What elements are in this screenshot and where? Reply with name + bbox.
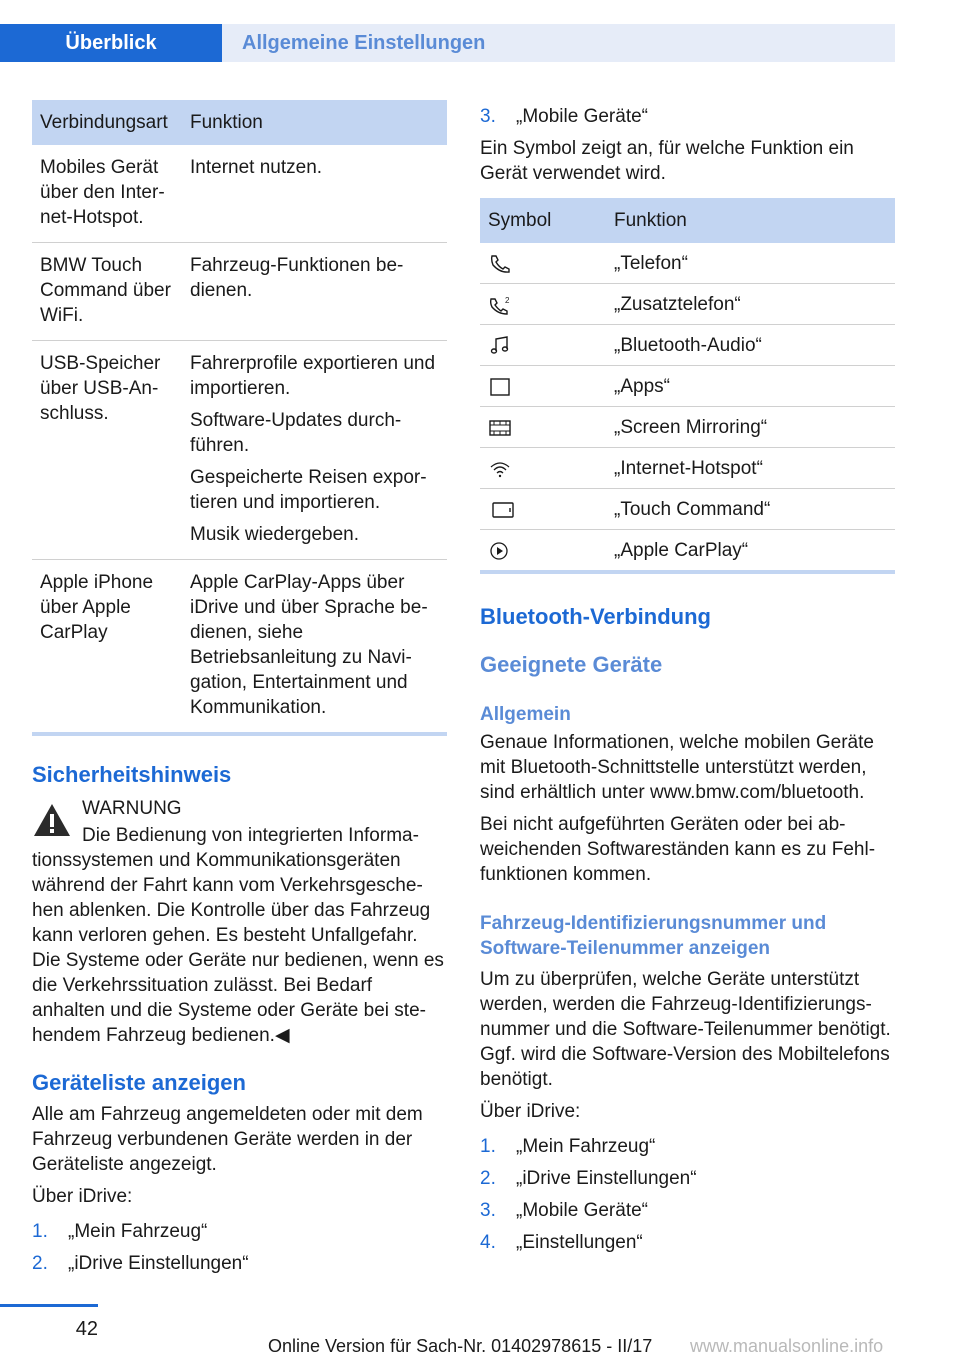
table-row: „Apple CarPlay“ [480,530,895,573]
device-list-heading: Geräteliste anzeigen [32,1070,246,1095]
list-item: 1. „Mein Fahrzeug“ [480,1136,656,1157]
table-row [32,145,447,243]
apps-icon [488,376,512,398]
general-heading: Allgemein [480,704,571,725]
general-text: Genaue Informationen, welche mobilen Geräte mit Bluetooth-Schnittstelle unterstützt werden, sind erhältlich unter www.bmw.com/bluetooth. [480,732,874,803]
tab-overview[interactable]: Überblick [0,24,222,62]
table-row: „Internet-Hotspot“ [480,448,895,489]
list-item: 2. „iDrive Einstellungen“ [480,1168,697,1189]
left-column [32,100,447,1283]
bluetooth-steps [480,1134,895,1255]
online-version-text: Online Version für Sach-Nr. 01402978615 - II/17 [268,1336,653,1356]
table-row: 2 „Zusatztelefon“ [480,284,895,325]
warning-block [32,796,447,1048]
connection-type: Apple iPhone über Apple CarPlay [32,560,182,735]
connection-type: USB-Speicher über USB-Anschluss. [32,341,182,560]
tab-general-settings[interactable]: Allgemeine Einstellungen [222,24,895,62]
connection-function: Fahrerprofile exportieren und importieren. Software-Updates durchführen. Gespeicherte Reisen exportieren und importieren. Musik wiedergeben. [182,341,447,560]
bluetooth-heading: Bluetooth-Verbindung [480,604,711,629]
mobile-devices-step [480,104,895,129]
table-header: Funktion [182,100,447,145]
watermark: www.manualsonline.info [690,1336,884,1356]
secondary-phone-icon [488,294,512,316]
symbol-intro-text: Ein Symbol zeigt an, für welche Funktion ein Gerät verwendet wird. [480,138,854,184]
table-row: „Apps“ [480,366,895,407]
warning-label: WARNUNG [82,798,182,819]
device-list-steps [32,1219,447,1276]
suitable-devices-heading: Geeignete Geräte [480,652,663,677]
svg-text:2: 2 [505,295,510,305]
table-row: „Bluetooth-Audio“ [480,325,895,366]
safety-heading: Sicherheitshinweis [32,762,232,787]
header-tabs [0,24,895,62]
phone-icon [488,253,512,275]
screen-mirroring-icon [488,417,512,439]
table-row [32,243,447,341]
table-row [32,341,447,560]
page-number: 42 [75,1318,98,1340]
vin-text: Um zu überprüfen, welche Geräte unterstützt werden, werden die Fahrzeug-Identifizierungsnummer und die Software-Teilenummer benötigt. Ggf. wird die Software-Version des Mobiltelefons benötigt. [480,969,891,1090]
right-column [480,104,895,1262]
table-row: „Screen Mirroring“ [480,407,895,448]
connection-function: Apple CarPlay-Apps über iDrive und über Sprache bedienen, siehe Betriebsanleitung zu Navigation, Entertainment und Kommunikation. [182,560,447,735]
connection-function: Internet nutzen. [182,145,447,243]
touch-command-icon [488,499,518,521]
bluetooth-via: Über iDrive: [480,1101,581,1122]
connection-function: Fahrzeug-Funktionen bedienen. [182,243,447,341]
list-item: 3. „Mobile Geräte“ [480,106,648,127]
carplay-icon [488,540,512,562]
warning-triangle-icon [32,802,72,838]
footer-accent-line [0,1304,98,1307]
symbol-table [480,198,895,574]
list-item: 4. „Einstellungen“ [480,1232,643,1253]
music-note-icon [488,335,512,357]
table-header: Symbol [480,198,606,243]
list-item: 2. „iDrive Einstellungen“ [32,1253,249,1274]
table-row: „Telefon“ [480,243,895,284]
general-text-2: Bei nicht aufgeführten Geräten oder bei abweichenden Softwareständen kann es zu Fehlfunktionen kommen. [480,814,876,885]
connection-table [32,100,447,736]
table-row [32,560,447,735]
table-header: Funktion [606,198,895,243]
list-item: 3. „Mobile Geräte“ [480,1200,648,1221]
table-row: „Touch Command“ [480,489,895,530]
list-item: 1. „Mein Fahrzeug“ [32,1221,208,1242]
table-header: Verbindungsart [32,100,182,145]
wifi-icon [488,458,512,480]
connection-type: BMW Touch Command über WiFi. [32,243,182,341]
warning-text: Die Bedienung von integrierten Informationssystemen und Kommunikationsgeräten während der Fahrt kann vom Verkehrsgeschehen ablenken. Die Kontrolle über das Fahrzeug kann verloren gehen. Es besteht Unfallgefahr. Die Systeme oder Geräte nur bedienen, wenn es die Verkehrssituation zulässt. Bei Bedarf anhalten und die Systeme oder Geräte bei stehendem Fahrzeug bedienen.◀ [32,825,444,1046]
connection-type: Mobiles Gerät über den Internet-Hotspot. [32,145,182,243]
vin-heading: Fahrzeug-Identifizierungsnummer und Software-Teilenummer anzeigen [480,913,827,959]
device-list-via: Über iDrive: [32,1186,133,1207]
device-list-text: Alle am Fahrzeug angemeldeten oder mit dem Fahrzeug verbundenen Geräte werden in der Geräteliste angezeigt. [32,1104,423,1175]
